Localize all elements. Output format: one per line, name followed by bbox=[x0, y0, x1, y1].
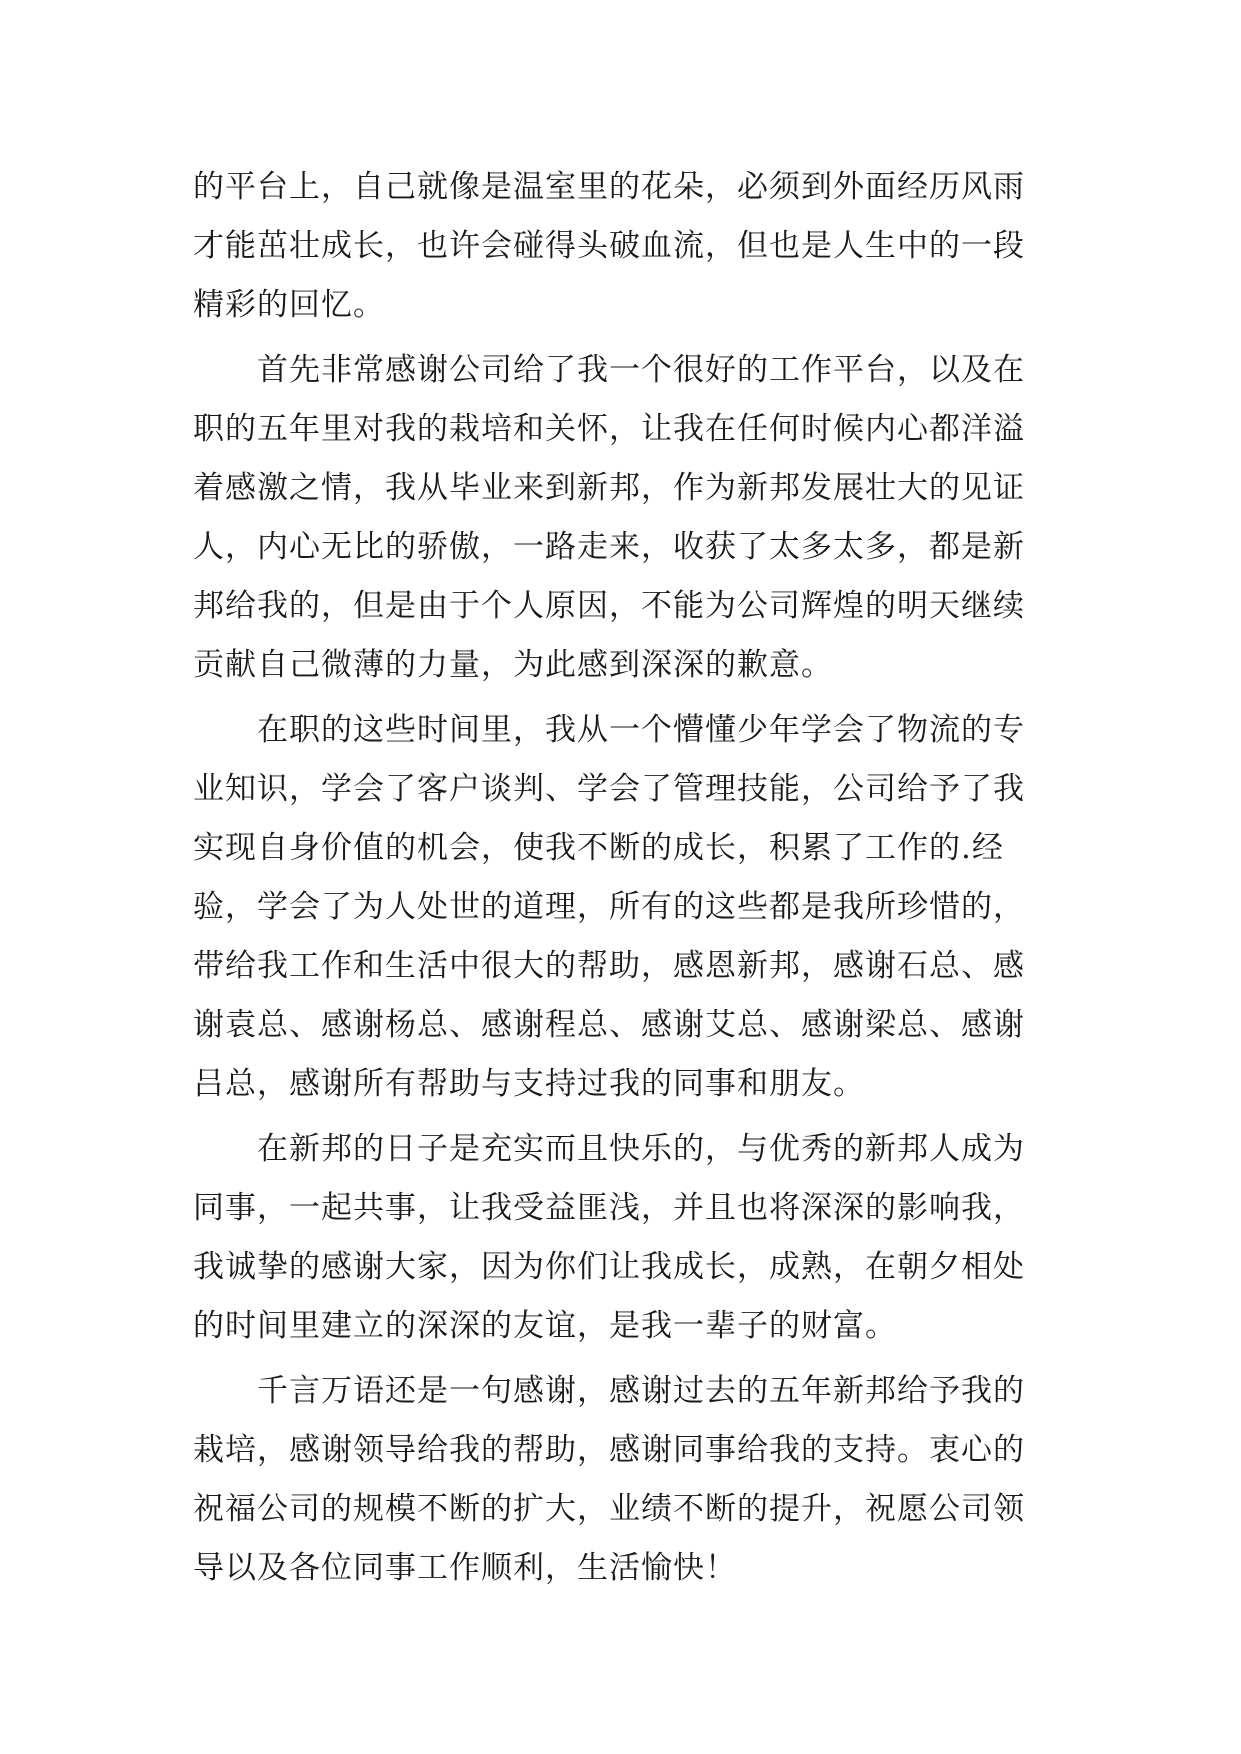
text-line: 的时间里建立的深深的友谊，是我一辈子的财富。 bbox=[193, 1308, 897, 1344]
document-body bbox=[193, 158, 1053, 1598]
paragraph-5 bbox=[193, 1362, 1053, 1598]
text-line: 谢袁总、感谢杨总、感谢程总、感谢艾总、感谢梁总、感谢 bbox=[193, 1007, 1025, 1043]
text-line: 在新邦的日子是充实而且快乐的，与优秀的新邦人成为 bbox=[257, 1131, 1025, 1167]
text-line: 邦给我的，但是由于个人原因，不能为公司辉煌的明天继续 bbox=[193, 588, 1025, 624]
text-line: 同事，一起共事，让我受益匪浅，并且也将深深的影响我， bbox=[193, 1190, 1025, 1226]
text-line: 才能茁壮成长，也许会碰得头破血流，但也是人生中的一段 bbox=[193, 228, 1025, 264]
text-line: 我诚挚的感谢大家，因为你们让我成长，成熟，在朝夕相处 bbox=[193, 1249, 1025, 1285]
text-line: 实现自身价值的机会，使我不断的成长，积累了工作的.经 bbox=[193, 830, 1004, 866]
text-line: 吕总，感谢所有帮助与支持过我的同事和朋友。 bbox=[193, 1066, 865, 1102]
text-line: 业知识，学会了客户谈判、学会了管理技能，公司给予了我 bbox=[193, 771, 1025, 807]
paragraph-1 bbox=[193, 158, 1053, 335]
text-line: 首先非常感谢公司给了我一个很好的工作平台，以及在 bbox=[257, 352, 1025, 388]
text-line: 着感激之情，我从毕业来到新邦，作为新邦发展壮大的见证 bbox=[193, 470, 1025, 506]
text-line: 职的五年里对我的栽培和关怀，让我在任何时候内心都洋溢 bbox=[193, 411, 1025, 447]
paragraph-2 bbox=[193, 341, 1053, 695]
text-line: 贡献自己微薄的力量，为此感到深深的歉意。 bbox=[193, 647, 833, 683]
paragraph-3 bbox=[193, 701, 1053, 1114]
paragraph-4 bbox=[193, 1120, 1053, 1356]
text-line: 的平台上，自己就像是温室里的花朵，必须到外面经历风雨 bbox=[193, 169, 1025, 205]
text-line: 带给我工作和生活中很大的帮助，感恩新邦，感谢石总、感 bbox=[193, 948, 1025, 984]
text-line: 精彩的回忆。 bbox=[193, 287, 385, 323]
text-line: 在职的这些时间里，我从一个懵懂少年学会了物流的专 bbox=[257, 712, 1025, 748]
text-line: 栽培，感谢领导给我的帮助，感谢同事给我的支持。衷心的 bbox=[193, 1432, 1025, 1468]
text-line: 千言万语还是一句感谢，感谢过去的五年新邦给予我的 bbox=[257, 1373, 1025, 1409]
text-line: 验，学会了为人处世的道理，所有的这些都是我所珍惜的， bbox=[193, 889, 1025, 925]
text-line: 人，内心无比的骄傲，一路走来，收获了太多太多，都是新 bbox=[193, 529, 1025, 565]
text-line: 祝福公司的规模不断的扩大，业绩不断的提升，祝愿公司领 bbox=[193, 1491, 1025, 1527]
text-line: 导以及各位同事工作顺利，生活愉快！ bbox=[193, 1550, 737, 1586]
